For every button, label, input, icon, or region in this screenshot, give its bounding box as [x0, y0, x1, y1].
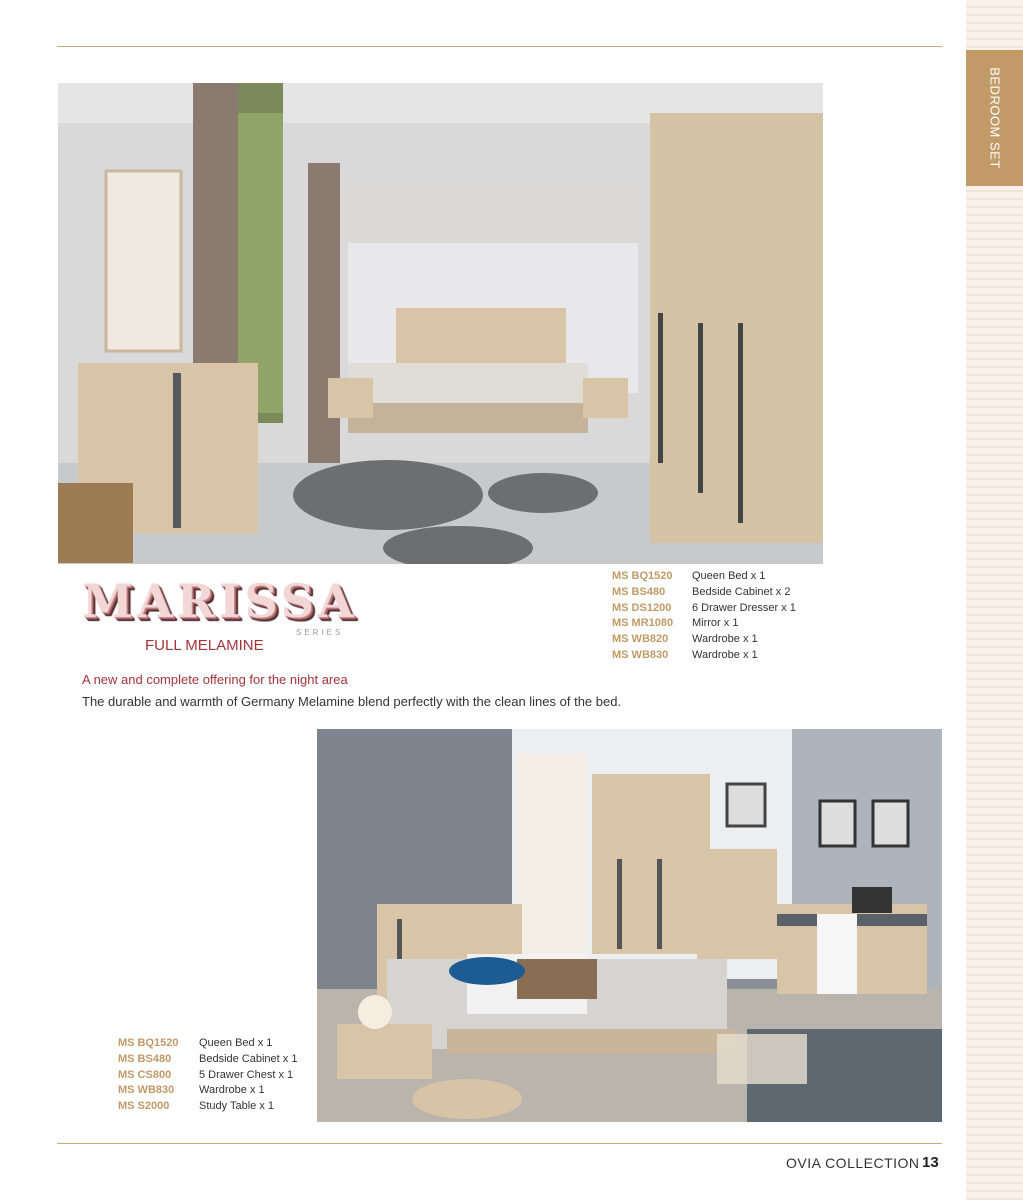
item-name: Wardrobe x 1 — [199, 1084, 265, 1097]
item-code: MS DS1200 — [612, 601, 672, 614]
tagline: A new and complete offering for the night area — [82, 672, 348, 687]
item-code: MS S2000 — [118, 1100, 170, 1113]
item-code: MS WB830 — [612, 648, 669, 661]
bedroom-photo-secondary — [317, 729, 942, 1122]
item-name: Bedside Cabinet x 2 — [692, 585, 791, 598]
item-name: 5 Drawer Chest x 1 — [199, 1068, 294, 1081]
item-code: MS BQ1520 — [612, 570, 673, 582]
description: The durable and warmth of Germany Melamine blend perfectly with the clean lines of the bed. — [82, 694, 622, 709]
footer-brand: OVIA COLLECTION — [786, 1155, 920, 1171]
item-name: Queen Bed x 1 — [692, 570, 766, 582]
spec-row — [118, 1052, 297, 1068]
spec-list-set1 — [612, 569, 796, 664]
item-name: Study Table x 1 — [199, 1100, 275, 1113]
item-code: MS MR1080 — [612, 617, 674, 630]
item-name: Wardrobe x 1 — [692, 633, 758, 646]
section-tab — [966, 50, 1023, 186]
spec-list-set2 — [118, 1036, 297, 1115]
section-tab-label: BEDROOM SET — [987, 67, 1002, 169]
page-number: 13 — [922, 1154, 939, 1171]
series-label: SERIES — [296, 628, 344, 637]
bedroom-photo-main — [58, 83, 823, 564]
item-name: Queen Bed x 1 — [199, 1037, 273, 1049]
item-code: MS WB820 — [612, 633, 669, 646]
top-rule — [57, 46, 942, 47]
spec-row — [612, 616, 796, 632]
spec-row — [118, 1068, 297, 1084]
spec-row — [118, 1083, 297, 1099]
product-title: MARISSA — [82, 574, 358, 628]
spec-row — [612, 601, 796, 617]
spec-row — [612, 648, 796, 664]
item-code: MS BQ1520 — [118, 1037, 179, 1049]
item-code: MS BS480 — [118, 1052, 172, 1065]
item-code: MS CS800 — [118, 1068, 172, 1081]
item-code: MS BS480 — [612, 585, 666, 598]
spec-row — [118, 1036, 297, 1052]
spec-row — [612, 569, 796, 585]
spec-row — [612, 632, 796, 648]
item-name: Bedside Cabinet x 1 — [199, 1052, 298, 1065]
item-name: Mirror x 1 — [692, 617, 739, 630]
bottom-rule — [57, 1143, 942, 1144]
item-name: Wardrobe x 1 — [692, 648, 758, 661]
spec-row — [612, 585, 796, 601]
item-name: 6 Drawer Dresser x 1 — [692, 601, 796, 614]
spec-row — [118, 1099, 297, 1115]
item-code: MS WB830 — [118, 1084, 175, 1097]
product-subtitle: FULL MELAMINE — [145, 637, 264, 654]
